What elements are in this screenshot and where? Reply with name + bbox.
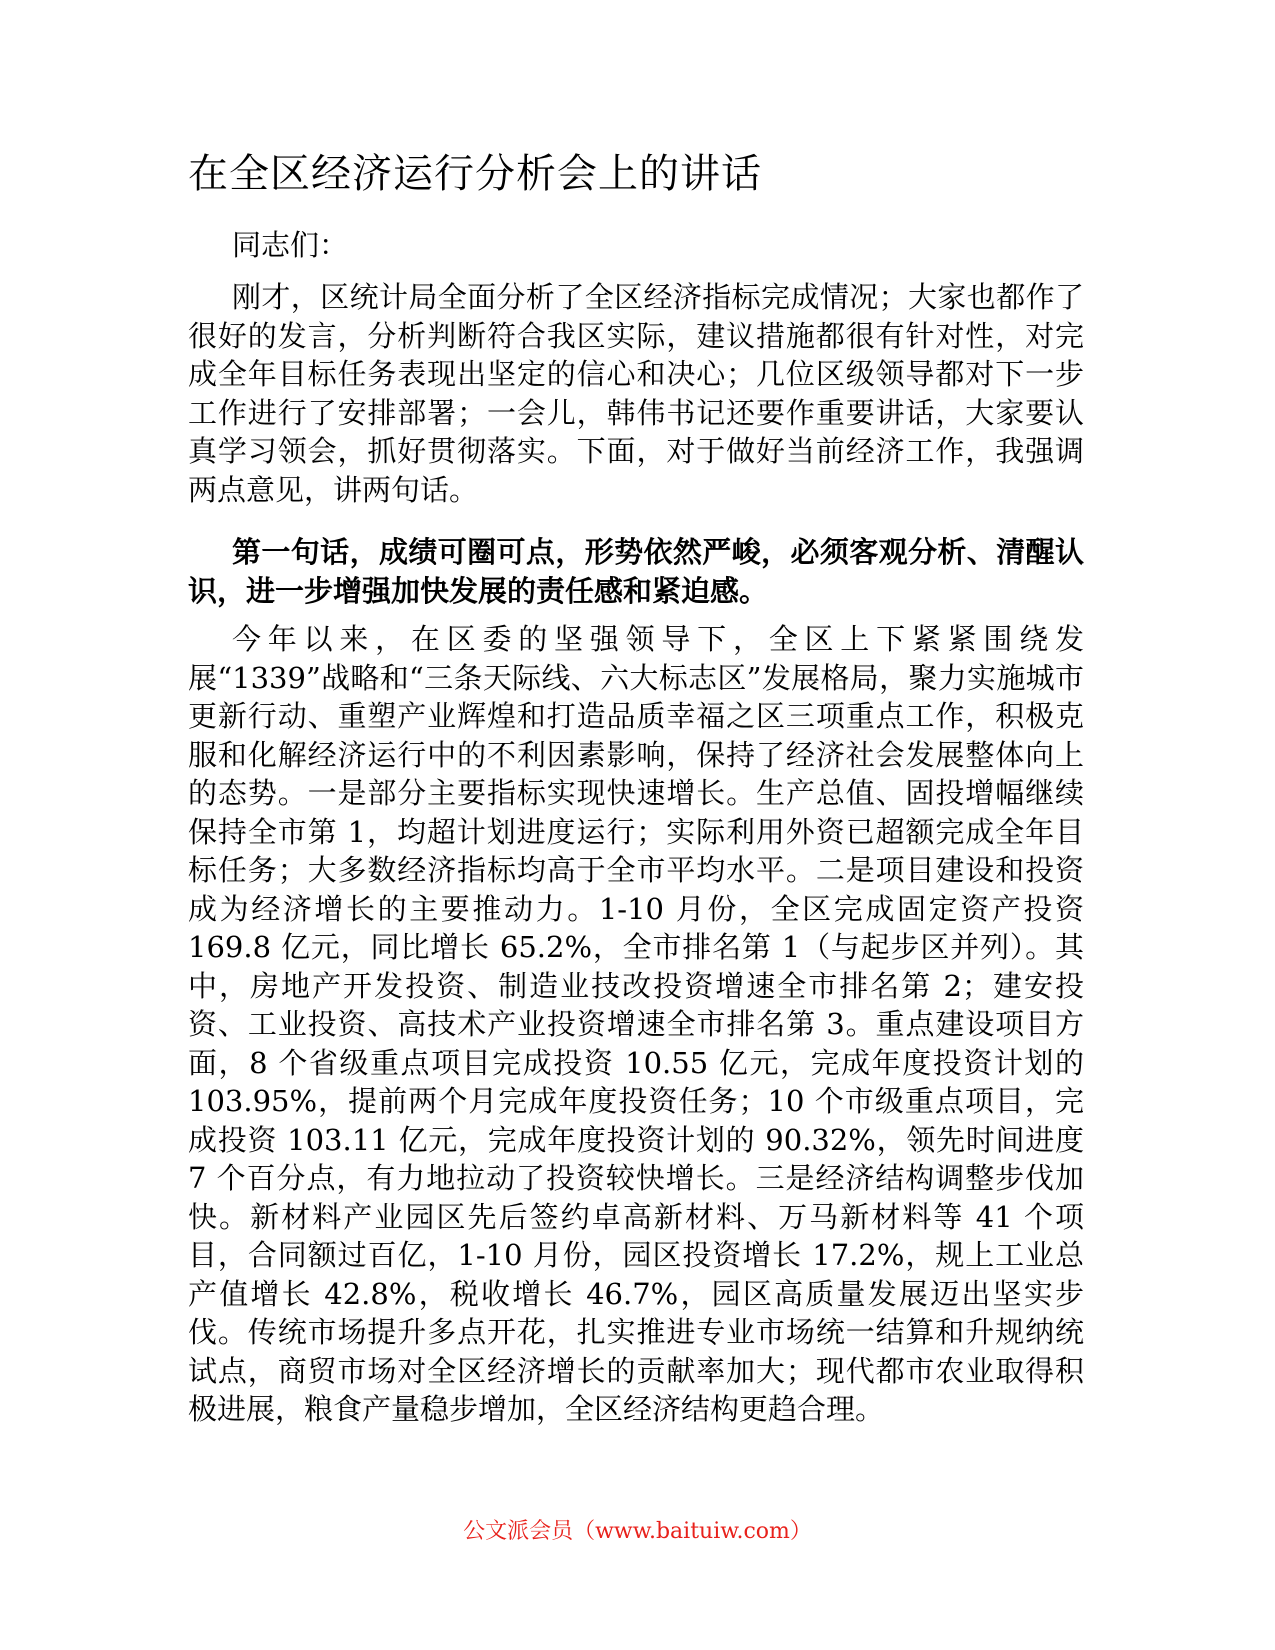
- footer-watermark: 公文派会员（www.baituiw.com）: [463, 1519, 812, 1544]
- paragraph-opening: 刚才，区统计局全面分析了全区经济指标完成情况；大家也都作了很好的发言，分析判断符合我区实际，建议措施都很有针对性，对完成全年目标任务表现出坚定的信心和决心；几位区级领导都对下一步工作进行了安排部署；一会儿，韩伟书记还要作重要讲话，大家要认真学习领会，抓好贯彻落实。下面，对于做好当前经济工作，我强调两点意见，讲两句话。: [188, 280, 1084, 507]
- paragraph-achievements: 今年以来，在区委的坚强领导下，全区上下紧紧围绕发展“1339”战略和“三条天际线、六大标志区”发展格局，聚力实施城市更新行动、重塑产业辉煌和打造品质幸福之区三项重点工作，积极克服和化解经济运行中的不利因素影响，保持了经济社会发展整体向上的态势。一是部分主要指标实现快速增长。生产总值、固投增幅继续保持全市第 1，均超计划进度运行；实际利用外资已超额完成全年目标任务；大多数经济指标均高于全市平均水平。二是项目建设和投资成为经济增长的主要推动力。1-10 月份，全区完成固定资产投资 169.8 亿元，同比增长 65.2%，全市排名第 1（与起步区并列）。其中，房地产开发投资、制造业技改投资增速全市排名第 2；建安投资、工业投资、高技术产业投资增速全市排名第 3。重点建设项目方面，8 个省级重点项目完成投资 10.55 亿元，完成年度投资计划的 103.95%，提前两个月完成年度投资任务；10 个市级重点项目，完成投资 103.11 亿元，完成年度投资计划的 90.32%，领先时间进度 7 个百分点，有力地拉动了投资较快增长。三是经济结构调整步伐加快。新材料产业园区先后签约卓高新材料、万马新材料等 41 个项目，合同额过百亿，1-10 月份，园区投资增长 17.2%，规上工业总产值增长 42.8%，税收增长 46.7%，园区高质量发展迈出坚实步伐。传统市场提升多点开花，扎实推进专业市场统一结算和升规纳统试点，商贸市场对全区经济增长的贡献率加大；现代都市农业取得积极进展，粮食产量稳步增加，全区经济结构更趋合理。: [188, 622, 1084, 1426]
- document-title: 在全区经济运行分析会上的讲话: [188, 151, 762, 197]
- salutation: 同志们：: [232, 228, 349, 262]
- section-heading: 第一句话，成绩可圈可点，形势依然严峻，必须客观分析、清醒认识，进一步增强加快发展的责任感和紧迫感。: [188, 535, 1084, 608]
